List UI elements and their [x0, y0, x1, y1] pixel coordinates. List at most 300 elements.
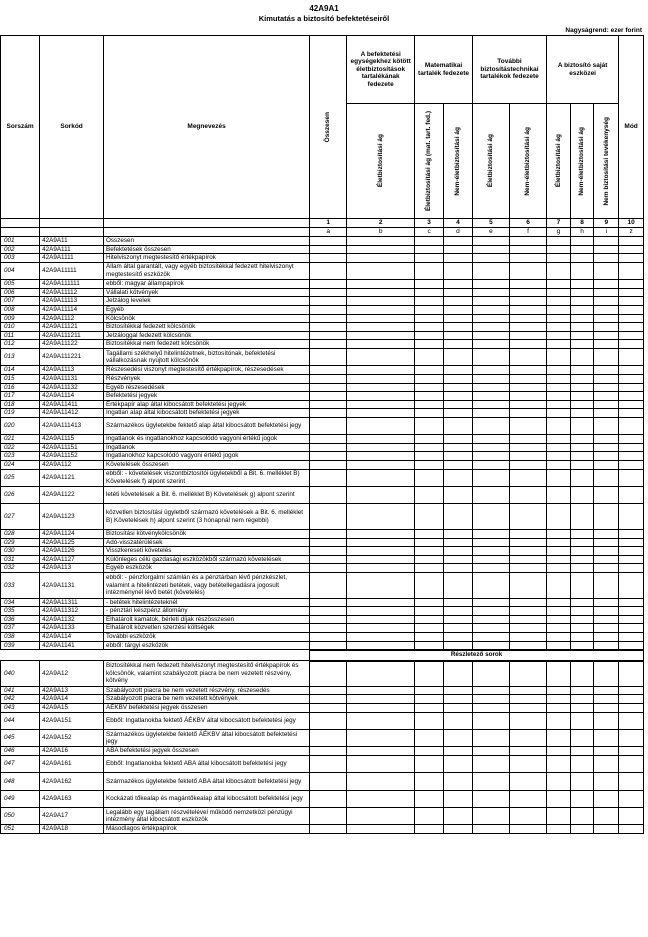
value-cell[interactable]: [594, 262, 619, 279]
value-cell[interactable]: [347, 452, 415, 461]
value-cell[interactable]: [509, 331, 546, 340]
value-cell[interactable]: [310, 254, 347, 263]
value-cell[interactable]: [310, 564, 347, 573]
value-cell[interactable]: [570, 435, 594, 444]
value-cell[interactable]: [547, 288, 571, 297]
value-cell[interactable]: [444, 340, 473, 349]
value-cell[interactable]: [509, 755, 546, 772]
value-cell[interactable]: [472, 452, 509, 461]
value-cell[interactable]: [444, 435, 473, 444]
value-cell[interactable]: [415, 314, 444, 323]
value-cell[interactable]: [509, 624, 546, 633]
value-cell[interactable]: [444, 555, 473, 564]
value-cell[interactable]: [472, 538, 509, 547]
value-cell[interactable]: [547, 366, 571, 375]
value-cell[interactable]: [444, 314, 473, 323]
value-cell[interactable]: [619, 254, 644, 263]
value-cell[interactable]: [472, 417, 509, 434]
value-cell[interactable]: [415, 695, 444, 704]
value-cell[interactable]: [415, 262, 444, 279]
value-cell[interactable]: [594, 254, 619, 263]
value-cell[interactable]: [619, 297, 644, 306]
value-cell[interactable]: [415, 564, 444, 573]
value-cell[interactable]: [347, 607, 415, 616]
value-cell[interactable]: [415, 661, 444, 687]
value-cell[interactable]: [547, 615, 571, 624]
value-cell[interactable]: [347, 530, 415, 539]
value-cell[interactable]: [509, 305, 546, 314]
value-cell[interactable]: [509, 712, 546, 729]
value-cell[interactable]: [415, 755, 444, 772]
value-cell[interactable]: [509, 400, 546, 409]
value-cell[interactable]: [415, 288, 444, 297]
value-cell[interactable]: [594, 392, 619, 401]
value-cell[interactable]: [347, 615, 415, 624]
value-cell[interactable]: [547, 747, 571, 756]
value-cell[interactable]: [547, 598, 571, 607]
value-cell[interactable]: [570, 598, 594, 607]
value-cell[interactable]: [570, 632, 594, 641]
value-cell[interactable]: [415, 572, 444, 598]
value-cell[interactable]: [347, 409, 415, 418]
value-cell[interactable]: [547, 280, 571, 289]
value-cell[interactable]: [547, 348, 571, 365]
value-cell[interactable]: [415, 443, 444, 452]
value-cell[interactable]: [310, 755, 347, 772]
value-cell[interactable]: [547, 686, 571, 695]
value-cell[interactable]: [310, 538, 347, 547]
value-cell[interactable]: [619, 712, 644, 729]
value-cell[interactable]: [547, 632, 571, 641]
value-cell[interactable]: [444, 547, 473, 556]
value-cell[interactable]: [570, 288, 594, 297]
value-cell[interactable]: [509, 615, 546, 624]
value-cell[interactable]: [594, 703, 619, 712]
value-cell[interactable]: [347, 417, 415, 434]
value-cell[interactable]: [594, 564, 619, 573]
value-cell[interactable]: [310, 607, 347, 616]
value-cell[interactable]: [347, 547, 415, 556]
value-cell[interactable]: [310, 400, 347, 409]
value-cell[interactable]: [444, 790, 473, 807]
value-cell[interactable]: [415, 469, 444, 486]
value-cell[interactable]: [415, 825, 444, 834]
value-cell[interactable]: [415, 280, 444, 289]
value-cell[interactable]: [472, 504, 509, 530]
value-cell[interactable]: [509, 348, 546, 365]
value-cell[interactable]: [509, 409, 546, 418]
value-cell[interactable]: [547, 538, 571, 547]
value-cell[interactable]: [570, 773, 594, 790]
value-cell[interactable]: [594, 572, 619, 598]
value-cell[interactable]: [594, 400, 619, 409]
value-cell[interactable]: [547, 624, 571, 633]
value-cell[interactable]: [570, 254, 594, 263]
value-cell[interactable]: [310, 624, 347, 633]
value-cell[interactable]: [347, 331, 415, 340]
value-cell[interactable]: [347, 825, 415, 834]
value-cell[interactable]: [509, 808, 546, 825]
value-cell[interactable]: [415, 254, 444, 263]
value-cell[interactable]: [509, 469, 546, 486]
value-cell[interactable]: [619, 417, 644, 434]
value-cell[interactable]: [347, 383, 415, 392]
value-cell[interactable]: [444, 237, 473, 246]
value-cell[interactable]: [347, 461, 415, 470]
value-cell[interactable]: [594, 280, 619, 289]
value-cell[interactable]: [547, 729, 571, 746]
value-cell[interactable]: [570, 400, 594, 409]
value-cell[interactable]: [310, 323, 347, 332]
value-cell[interactable]: [547, 323, 571, 332]
value-cell[interactable]: [594, 374, 619, 383]
value-cell[interactable]: [570, 572, 594, 598]
value-cell[interactable]: [310, 237, 347, 246]
value-cell[interactable]: [347, 323, 415, 332]
value-cell[interactable]: [310, 331, 347, 340]
value-cell[interactable]: [619, 607, 644, 616]
value-cell[interactable]: [509, 641, 546, 650]
value-cell[interactable]: [472, 632, 509, 641]
value-cell[interactable]: [310, 773, 347, 790]
value-cell[interactable]: [547, 504, 571, 530]
value-cell[interactable]: [594, 314, 619, 323]
value-cell[interactable]: [310, 461, 347, 470]
value-cell[interactable]: [509, 695, 546, 704]
value-cell[interactable]: [347, 572, 415, 598]
value-cell[interactable]: [444, 686, 473, 695]
value-cell[interactable]: [472, 808, 509, 825]
value-cell[interactable]: [619, 443, 644, 452]
value-cell[interactable]: [472, 383, 509, 392]
value-cell[interactable]: [310, 572, 347, 598]
value-cell[interactable]: [444, 703, 473, 712]
value-cell[interactable]: [594, 641, 619, 650]
value-cell[interactable]: [594, 661, 619, 687]
value-cell[interactable]: [619, 530, 644, 539]
value-cell[interactable]: [444, 254, 473, 263]
value-cell[interactable]: [310, 686, 347, 695]
value-cell[interactable]: [509, 487, 546, 504]
value-cell[interactable]: [619, 790, 644, 807]
value-cell[interactable]: [444, 374, 473, 383]
value-cell[interactable]: [444, 808, 473, 825]
value-cell[interactable]: [594, 538, 619, 547]
value-cell[interactable]: [594, 323, 619, 332]
value-cell[interactable]: [415, 504, 444, 530]
value-cell[interactable]: [570, 547, 594, 556]
value-cell[interactable]: [415, 641, 444, 650]
value-cell[interactable]: [619, 348, 644, 365]
value-cell[interactable]: [594, 607, 619, 616]
value-cell[interactable]: [619, 237, 644, 246]
value-cell[interactable]: [472, 695, 509, 704]
value-cell[interactable]: [619, 808, 644, 825]
value-cell[interactable]: [347, 288, 415, 297]
value-cell[interactable]: [594, 695, 619, 704]
value-cell[interactable]: [570, 262, 594, 279]
value-cell[interactable]: [347, 374, 415, 383]
value-cell[interactable]: [570, 409, 594, 418]
value-cell[interactable]: [619, 538, 644, 547]
value-cell[interactable]: [547, 340, 571, 349]
value-cell[interactable]: [570, 538, 594, 547]
value-cell[interactable]: [415, 435, 444, 444]
value-cell[interactable]: [444, 392, 473, 401]
value-cell[interactable]: [509, 530, 546, 539]
value-cell[interactable]: [347, 504, 415, 530]
value-cell[interactable]: [310, 262, 347, 279]
value-cell[interactable]: [570, 661, 594, 687]
value-cell[interactable]: [310, 409, 347, 418]
value-cell[interactable]: [570, 392, 594, 401]
value-cell[interactable]: [444, 632, 473, 641]
value-cell[interactable]: [444, 469, 473, 486]
value-cell[interactable]: [472, 280, 509, 289]
value-cell[interactable]: [509, 598, 546, 607]
value-cell[interactable]: [570, 366, 594, 375]
value-cell[interactable]: [415, 417, 444, 434]
value-cell[interactable]: [310, 297, 347, 306]
value-cell[interactable]: [619, 245, 644, 254]
value-cell[interactable]: [415, 615, 444, 624]
value-cell[interactable]: [415, 452, 444, 461]
value-cell[interactable]: [547, 572, 571, 598]
value-cell[interactable]: [444, 400, 473, 409]
value-cell[interactable]: [594, 632, 619, 641]
value-cell[interactable]: [472, 773, 509, 790]
value-cell[interactable]: [310, 712, 347, 729]
value-cell[interactable]: [547, 790, 571, 807]
value-cell[interactable]: [619, 504, 644, 530]
value-cell[interactable]: [570, 808, 594, 825]
value-cell[interactable]: [547, 755, 571, 772]
value-cell[interactable]: [619, 435, 644, 444]
value-cell[interactable]: [570, 641, 594, 650]
value-cell[interactable]: [444, 504, 473, 530]
value-cell[interactable]: [347, 686, 415, 695]
value-cell[interactable]: [415, 297, 444, 306]
value-cell[interactable]: [347, 632, 415, 641]
value-cell[interactable]: [415, 555, 444, 564]
value-cell[interactable]: [509, 254, 546, 263]
value-cell[interactable]: [509, 452, 546, 461]
value-cell[interactable]: [509, 374, 546, 383]
value-cell[interactable]: [570, 607, 594, 616]
value-cell[interactable]: [472, 755, 509, 772]
value-cell[interactable]: [444, 348, 473, 365]
value-cell[interactable]: [619, 555, 644, 564]
value-cell[interactable]: [594, 348, 619, 365]
value-cell[interactable]: [310, 288, 347, 297]
value-cell[interactable]: [509, 262, 546, 279]
value-cell[interactable]: [570, 564, 594, 573]
value-cell[interactable]: [472, 245, 509, 254]
value-cell[interactable]: [415, 340, 444, 349]
value-cell[interactable]: [594, 624, 619, 633]
value-cell[interactable]: [347, 469, 415, 486]
value-cell[interactable]: [415, 245, 444, 254]
value-cell[interactable]: [619, 400, 644, 409]
value-cell[interactable]: [444, 262, 473, 279]
value-cell[interactable]: [347, 340, 415, 349]
value-cell[interactable]: [547, 808, 571, 825]
value-cell[interactable]: [444, 564, 473, 573]
value-cell[interactable]: [472, 254, 509, 263]
value-cell[interactable]: [415, 331, 444, 340]
value-cell[interactable]: [472, 262, 509, 279]
value-cell[interactable]: [547, 305, 571, 314]
value-cell[interactable]: [472, 555, 509, 564]
value-cell[interactable]: [472, 641, 509, 650]
value-cell[interactable]: [472, 469, 509, 486]
value-cell[interactable]: [444, 461, 473, 470]
value-cell[interactable]: [594, 237, 619, 246]
value-cell[interactable]: [594, 435, 619, 444]
value-cell[interactable]: [619, 572, 644, 598]
value-cell[interactable]: [472, 729, 509, 746]
value-cell[interactable]: [347, 366, 415, 375]
value-cell[interactable]: [472, 443, 509, 452]
value-cell[interactable]: [594, 461, 619, 470]
value-cell[interactable]: [547, 712, 571, 729]
value-cell[interactable]: [310, 615, 347, 624]
value-cell[interactable]: [472, 530, 509, 539]
value-cell[interactable]: [310, 703, 347, 712]
value-cell[interactable]: [619, 452, 644, 461]
value-cell[interactable]: [547, 409, 571, 418]
value-cell[interactable]: [444, 624, 473, 633]
value-cell[interactable]: [415, 530, 444, 539]
value-cell[interactable]: [444, 366, 473, 375]
value-cell[interactable]: [619, 686, 644, 695]
value-cell[interactable]: [547, 331, 571, 340]
value-cell[interactable]: [310, 452, 347, 461]
value-cell[interactable]: [444, 572, 473, 598]
value-cell[interactable]: [472, 461, 509, 470]
value-cell[interactable]: [570, 624, 594, 633]
value-cell[interactable]: [547, 297, 571, 306]
value-cell[interactable]: [310, 729, 347, 746]
value-cell[interactable]: [570, 340, 594, 349]
value-cell[interactable]: [472, 323, 509, 332]
value-cell[interactable]: [619, 695, 644, 704]
value-cell[interactable]: [594, 245, 619, 254]
value-cell[interactable]: [570, 452, 594, 461]
value-cell[interactable]: [347, 392, 415, 401]
value-cell[interactable]: [444, 661, 473, 687]
value-cell[interactable]: [472, 487, 509, 504]
value-cell[interactable]: [347, 487, 415, 504]
value-cell[interactable]: [547, 383, 571, 392]
value-cell[interactable]: [619, 366, 644, 375]
value-cell[interactable]: [570, 297, 594, 306]
value-cell[interactable]: [444, 773, 473, 790]
value-cell[interactable]: [570, 245, 594, 254]
value-cell[interactable]: [310, 547, 347, 556]
value-cell[interactable]: [570, 331, 594, 340]
value-cell[interactable]: [415, 538, 444, 547]
value-cell[interactable]: [619, 262, 644, 279]
value-cell[interactable]: [310, 641, 347, 650]
value-cell[interactable]: [619, 392, 644, 401]
value-cell[interactable]: [472, 340, 509, 349]
value-cell[interactable]: [472, 703, 509, 712]
value-cell[interactable]: [415, 632, 444, 641]
value-cell[interactable]: [509, 340, 546, 349]
value-cell[interactable]: [570, 747, 594, 756]
value-cell[interactable]: [570, 443, 594, 452]
value-cell[interactable]: [310, 598, 347, 607]
value-cell[interactable]: [547, 703, 571, 712]
value-cell[interactable]: [415, 374, 444, 383]
value-cell[interactable]: [509, 417, 546, 434]
value-cell[interactable]: [310, 695, 347, 704]
value-cell[interactable]: [570, 686, 594, 695]
value-cell[interactable]: [509, 607, 546, 616]
value-cell[interactable]: [444, 297, 473, 306]
value-cell[interactable]: [570, 383, 594, 392]
value-cell[interactable]: [444, 245, 473, 254]
value-cell[interactable]: [570, 280, 594, 289]
value-cell[interactable]: [509, 245, 546, 254]
value-cell[interactable]: [547, 607, 571, 616]
value-cell[interactable]: [570, 469, 594, 486]
value-cell[interactable]: [310, 443, 347, 452]
value-cell[interactable]: [594, 773, 619, 790]
value-cell[interactable]: [415, 624, 444, 633]
value-cell[interactable]: [444, 383, 473, 392]
value-cell[interactable]: [444, 443, 473, 452]
value-cell[interactable]: [472, 348, 509, 365]
value-cell[interactable]: [619, 615, 644, 624]
value-cell[interactable]: [444, 607, 473, 616]
value-cell[interactable]: [594, 452, 619, 461]
value-cell[interactable]: [594, 808, 619, 825]
value-cell[interactable]: [619, 409, 644, 418]
value-cell[interactable]: [509, 366, 546, 375]
value-cell[interactable]: [347, 755, 415, 772]
value-cell[interactable]: [570, 461, 594, 470]
value-cell[interactable]: [472, 747, 509, 756]
value-cell[interactable]: [594, 825, 619, 834]
value-cell[interactable]: [347, 443, 415, 452]
value-cell[interactable]: [619, 469, 644, 486]
value-cell[interactable]: [619, 729, 644, 746]
value-cell[interactable]: [509, 729, 546, 746]
value-cell[interactable]: [415, 703, 444, 712]
value-cell[interactable]: [415, 400, 444, 409]
value-cell[interactable]: [415, 607, 444, 616]
value-cell[interactable]: [570, 615, 594, 624]
value-cell[interactable]: [619, 547, 644, 556]
value-cell[interactable]: [547, 435, 571, 444]
value-cell[interactable]: [547, 695, 571, 704]
value-cell[interactable]: [509, 790, 546, 807]
value-cell[interactable]: [594, 331, 619, 340]
value-cell[interactable]: [347, 747, 415, 756]
value-cell[interactable]: [547, 555, 571, 564]
value-cell[interactable]: [547, 469, 571, 486]
value-cell[interactable]: [444, 695, 473, 704]
value-cell[interactable]: [594, 790, 619, 807]
value-cell[interactable]: [310, 825, 347, 834]
value-cell[interactable]: [619, 624, 644, 633]
value-cell[interactable]: [594, 366, 619, 375]
value-cell[interactable]: [509, 572, 546, 598]
value-cell[interactable]: [347, 555, 415, 564]
value-cell[interactable]: [310, 383, 347, 392]
